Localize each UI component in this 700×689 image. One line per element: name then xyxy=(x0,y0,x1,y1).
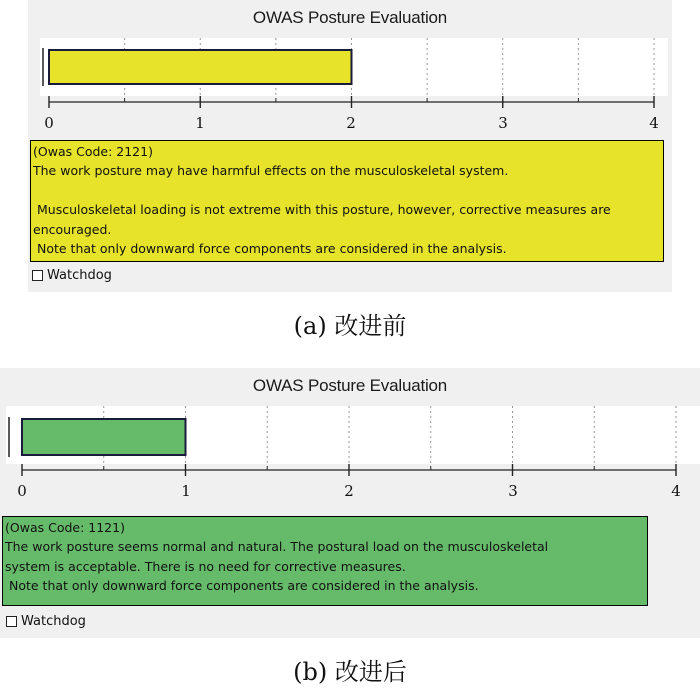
x-axis-svg xyxy=(0,464,700,484)
watchdog-label: Watchdog xyxy=(21,614,86,629)
x-axis-svg xyxy=(28,96,672,116)
bar-plot-svg xyxy=(6,406,700,464)
evaluation-message: (Owas Code: 1121) The work posture seems normal and natural. The postural load on the musculoskeletal system is acceptable. There is no need for corrective measures. Note that only downward force components are considered in the analysis. xyxy=(2,516,648,606)
tick-label-1: 1 xyxy=(181,482,191,500)
watchdog-checkbox[interactable] xyxy=(32,270,43,281)
score-bar xyxy=(49,50,352,84)
bar-plot-area xyxy=(6,406,700,464)
panel-title: OWAS Posture Evaluation xyxy=(252,8,448,27)
bar-plot-area xyxy=(40,38,668,96)
x-axis xyxy=(0,464,700,504)
tick-label-1: 1 xyxy=(195,114,205,132)
caption-a: (a) 改进前 xyxy=(293,312,407,340)
watchdog-checkbox[interactable] xyxy=(6,616,17,627)
tick-label-0: 0 xyxy=(44,114,54,132)
score-bar xyxy=(22,419,186,455)
tick-label-3: 3 xyxy=(498,114,508,132)
tick-label-4: 4 xyxy=(671,482,681,500)
evaluation-message: (Owas Code: 2121) The work posture may have harmful effects on the musculoskeletal system. Musculoskeletal loading is not extreme with this posture, however, corrective measures are encouraged. Note that only downward force components are considered in the analysis. xyxy=(30,140,664,262)
owas-panel-after xyxy=(0,368,700,638)
tick-label-2: 2 xyxy=(346,114,356,132)
owas-panel-before xyxy=(28,0,672,292)
watchdog-checkbox-row[interactable] xyxy=(32,268,112,283)
panel-title: OWAS Posture Evaluation xyxy=(252,376,448,395)
tick-label-2: 2 xyxy=(344,482,354,500)
x-axis xyxy=(28,96,672,136)
tick-label-3: 3 xyxy=(508,482,518,500)
tick-label-0: 0 xyxy=(17,482,27,500)
watchdog-label: Watchdog xyxy=(47,268,112,283)
tick-label-4: 4 xyxy=(649,114,659,132)
bar-plot-svg xyxy=(40,38,668,96)
watchdog-checkbox-row[interactable] xyxy=(6,614,86,629)
caption-b: (b) 改进后 xyxy=(293,658,407,686)
